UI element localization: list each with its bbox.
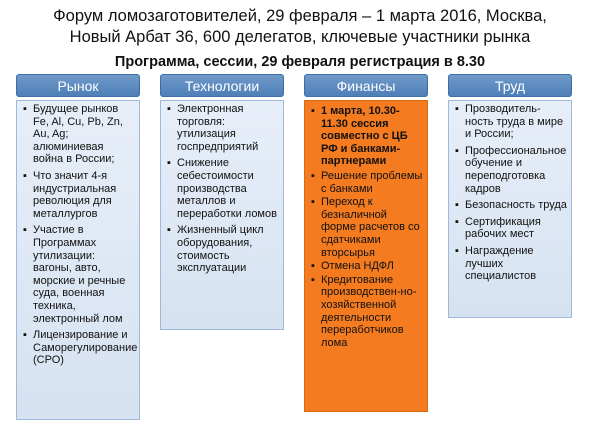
column-header-market: Рынок [16, 74, 140, 97]
list-item: ▪ Что значит 4-я индустриальная революция для металлургов [23, 170, 136, 220]
column-header-labor: Труд [448, 74, 572, 97]
list-item: ▪ Переход к безналичной форме расчетов со сдатчиками вторсырья [311, 196, 424, 259]
list-item: ▪ Решение проблемы с банками [311, 170, 424, 195]
list-item: ▪ Профессиональное обучение и переподготовка кадров [455, 145, 568, 195]
column-header-technology: Технологии [160, 74, 284, 97]
list-item: ▪ Электронная торговля: утилизация госпредприятий [167, 103, 280, 153]
forum-title-line-1: Форум ломозаготовителей, 29 февраля – 1 марта 2016, Москва, [53, 7, 547, 25]
column-header-finance: Финансы [304, 74, 428, 97]
list-item: ▪ Прозводитель-ность труда в мире и России; [455, 103, 568, 141]
column-body-finance [304, 100, 428, 412]
list-item: ▪ Жизненный цикл оборудования, стоимость эксплуатации [167, 224, 280, 274]
list-item: ▪ Лицензирование и Саморегулирование (СРО) [23, 329, 136, 367]
list-item: ▪ Награждение лучших специалистов [455, 245, 568, 283]
list-item-session-highlight: ▪ 1 марта, 10.30-11.30 сессия совместно с ЦБ РФ и банками-партнерами [311, 105, 424, 168]
list-item: ▪ Кредитование производствен-но-хозяйственной деятельности переработчиков лома [311, 274, 424, 350]
column-body-technology [160, 100, 284, 330]
forum-title-line-2: Новый Арбат 36, 600 делегатов, ключевые участники рынка [69, 28, 531, 46]
column-body-labor [448, 100, 572, 318]
list-item: ▪ Будущее рынков Fe, Al, Cu, Pb, Zn, Au, Ag; алюминиевая война в России; [23, 103, 136, 166]
list-item: ▪ Отмена НДФЛ [311, 260, 424, 273]
list-item: ▪ Снижение себестоимости производства металлов и переработки ломов [167, 157, 280, 220]
list-item: ▪ Сертификация рабочих мест [455, 216, 568, 241]
list-item: ▪ Участие в Программах утилизации: вагоны, авто, морские и речные суда, военная техника, электронный лом [23, 224, 136, 325]
program-subtitle: Программа, сессии, 29 февраля регистрация в 8.30 [114, 54, 486, 70]
column-body-market [16, 100, 140, 420]
list-item: ▪ Безопасность труда [455, 199, 568, 212]
